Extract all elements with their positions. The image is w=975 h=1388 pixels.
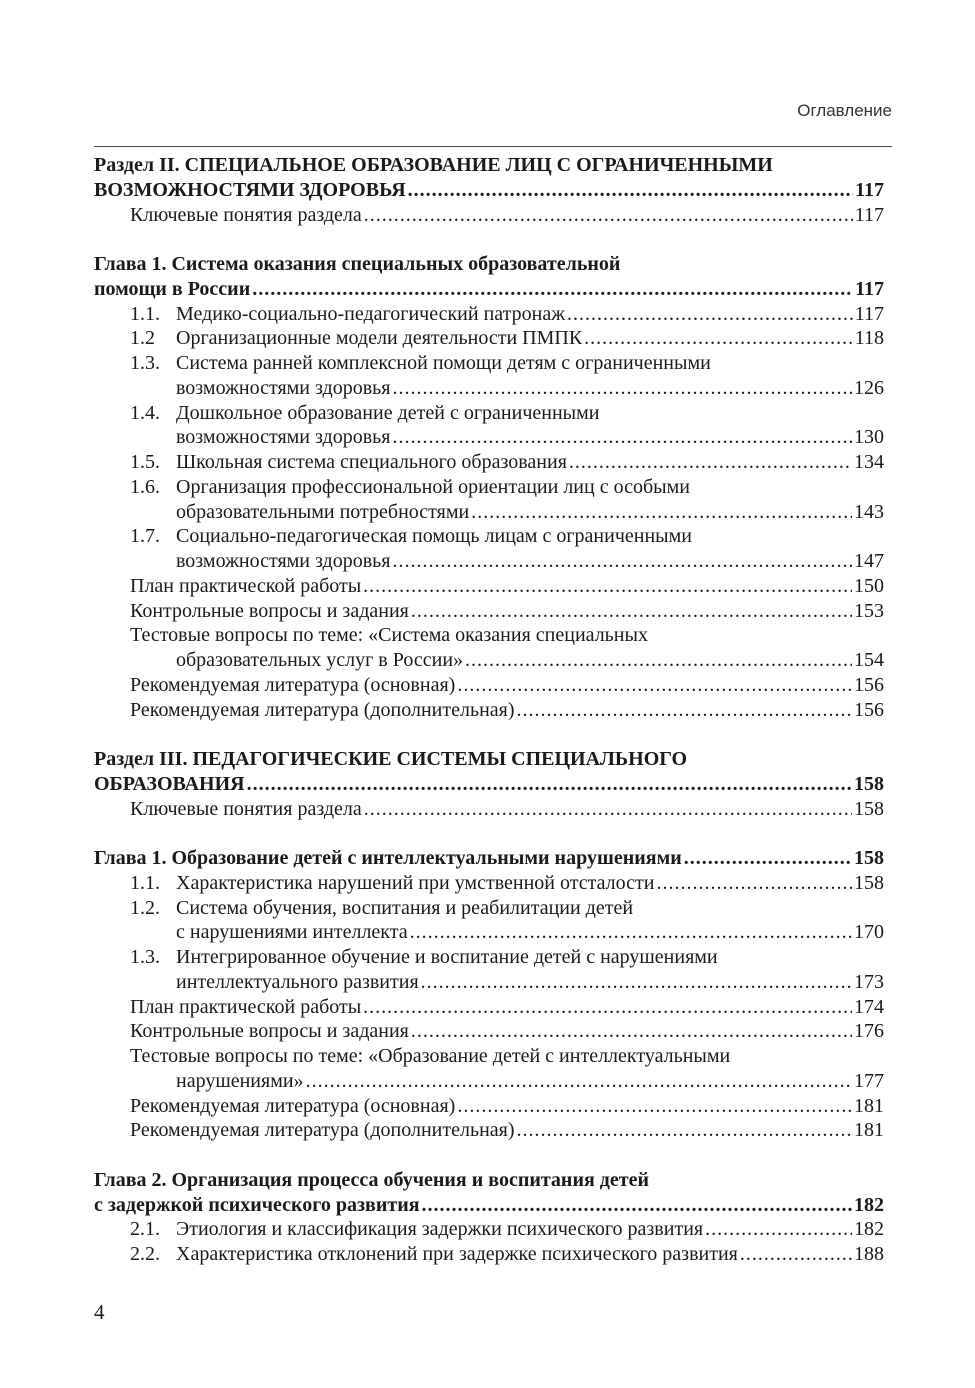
toc-chapter-heading (94, 252, 884, 277)
toc-entry-number: 1.1. (130, 302, 160, 325)
dot-leader (364, 797, 852, 822)
toc-entry-continuation[interactable] (94, 1069, 884, 1094)
toc-entry-title: Интегрированное обучение и воспитание детей с нарушениями (176, 946, 718, 968)
toc-entry-title: Характеристика нарушений при умственной отсталости (176, 871, 655, 894)
toc-entry[interactable] (94, 574, 884, 599)
toc-entry-number: 1.2 (130, 327, 155, 350)
toc-entry-number: 1.3. (130, 946, 160, 968)
toc-entry[interactable] (94, 995, 884, 1020)
toc-entry[interactable] (94, 326, 884, 351)
dot-leader (740, 1242, 852, 1267)
toc-section-heading (94, 153, 884, 178)
toc-entry-title: Организационные модели деятельности ПМПК (176, 327, 583, 350)
toc-page-number: 134 (854, 451, 884, 473)
toc-page-number: 158 (854, 797, 884, 820)
page-number: 4 (94, 1300, 105, 1324)
toc-entry-title: образовательных услуг в России» (176, 649, 464, 671)
toc-entry-number: 1.3. (130, 352, 160, 374)
spacer (94, 821, 884, 846)
dot-leader (393, 549, 853, 574)
toc-entry[interactable] (94, 673, 884, 698)
toc-entry-number: 1.1. (130, 871, 160, 894)
dot-leader (471, 500, 852, 525)
toc-entry-number: 1.6. (130, 475, 160, 498)
toc-page-number: 156 (854, 673, 884, 696)
toc-page-number: 174 (854, 995, 884, 1018)
toc-page-number: 158 (854, 847, 884, 869)
toc-entry-title: интеллектуального развития (176, 970, 419, 993)
toc-entry-title: Контрольные вопросы и задания (130, 599, 409, 622)
dot-leader (411, 1019, 852, 1044)
toc-page-number: 182 (854, 1193, 884, 1216)
toc-page-number: 147 (854, 550, 884, 572)
table-of-contents (94, 153, 884, 1267)
toc-entry-number: 1.5. (130, 451, 160, 473)
toc-entry[interactable] (94, 401, 884, 426)
toc-entry[interactable] (94, 945, 884, 970)
dot-leader (364, 203, 853, 228)
dot-leader (465, 648, 852, 673)
toc-page-number: 188 (854, 1243, 884, 1265)
toc-entry-title: Рекомендуемая литература (дополнительная) (130, 1119, 515, 1142)
toc-entry-number: 1.7. (130, 525, 160, 548)
toc-entry-title: Глава 2. Организация процесса обучения и воспитания детей (94, 1168, 650, 1191)
toc-entry-title: ВОЗМОЖНОСТЯМИ ЗДОРОВЬЯ (94, 178, 406, 201)
toc-entry[interactable] (94, 797, 884, 822)
toc-entry-number: 1.4. (130, 401, 160, 424)
spacer (94, 227, 884, 252)
toc-page-number: 170 (854, 921, 884, 944)
toc-entry-continuation[interactable] (94, 549, 884, 574)
toc-entry-title: Школьная система специального образования (176, 451, 567, 473)
toc-page-number: 173 (854, 970, 884, 993)
toc-entry-title: План практической работы (130, 574, 362, 597)
toc-section-heading[interactable] (94, 772, 884, 797)
dot-leader (569, 450, 852, 475)
toc-chapter-heading[interactable] (94, 1193, 884, 1218)
toc-page-number: 177 (854, 1069, 884, 1092)
header-rule (94, 146, 892, 147)
toc-section-heading[interactable] (94, 178, 884, 203)
toc-entry-title: образовательными потребностями (176, 500, 470, 523)
toc-page-number: 150 (854, 574, 884, 597)
dot-leader (517, 698, 852, 723)
toc-entry-title: Рекомендуемая литература (основная) (130, 673, 456, 696)
toc-entry[interactable] (94, 599, 884, 624)
toc-entry[interactable] (94, 871, 884, 896)
dot-leader (306, 1069, 852, 1094)
toc-entry-title: Ключевые понятия раздела (130, 797, 362, 820)
toc-entry-title: Контрольные вопросы и задания (130, 1020, 409, 1043)
toc-entry[interactable] (94, 351, 884, 376)
toc-entry-title: Медико-социально-педагогический патронаж (176, 302, 566, 325)
toc-entry[interactable] (94, 524, 884, 549)
dot-leader (252, 277, 853, 302)
toc-chapter-heading[interactable] (94, 846, 884, 871)
toc-page-number: 158 (854, 871, 884, 894)
toc-entry-title: Рекомендуемая литература (дополнительная) (130, 698, 515, 721)
dot-leader (457, 673, 852, 698)
toc-entry[interactable] (94, 623, 884, 648)
toc-page-number: 182 (854, 1218, 884, 1241)
dot-leader (410, 920, 852, 945)
toc-page-number: 176 (854, 1020, 884, 1043)
toc-entry-title: Система обучения, воспитания и реабилитации детей (176, 896, 634, 919)
toc-entry-title: возможностями здоровья (176, 376, 391, 399)
toc-entry-title: Глава 1. Образование детей с интеллектуальными нарушениями (94, 847, 682, 869)
dot-leader (567, 302, 853, 327)
dot-leader (393, 376, 853, 401)
toc-page-number: 126 (854, 376, 884, 399)
toc-entry-title: помощи в России (94, 277, 251, 300)
toc-chapter-heading[interactable] (94, 277, 884, 302)
spacer (94, 722, 884, 747)
toc-entry[interactable] (94, 203, 884, 228)
toc-entry[interactable] (94, 1118, 884, 1143)
toc-entry[interactable] (94, 896, 884, 921)
toc-entry-continuation[interactable] (94, 970, 884, 995)
toc-entry[interactable] (94, 1217, 884, 1242)
toc-entry-title: возможностями здоровья (176, 550, 391, 572)
toc-page-number: 117 (854, 302, 884, 325)
toc-page-number: 181 (854, 1094, 884, 1117)
running-head: Оглавление (797, 101, 892, 120)
toc-entry-title: Тестовые вопросы по теме: «Образование детей с интеллектуальными (130, 1045, 731, 1067)
toc-entry-title: Раздел III. ПЕДАГОГИЧЕСКИЕ СИСТЕМЫ СПЕЦИАЛЬНОГО (94, 748, 688, 770)
toc-entry-continuation[interactable] (94, 500, 884, 525)
dot-leader (584, 326, 853, 351)
toc-page-number: 158 (854, 772, 884, 795)
dot-leader (408, 178, 853, 203)
dot-leader (363, 995, 852, 1020)
toc-entry[interactable] (94, 450, 884, 475)
toc-page-number: 156 (854, 698, 884, 721)
toc-entry-continuation[interactable] (94, 648, 884, 673)
dot-leader (393, 425, 853, 450)
toc-entry-title: Организация профессиональной ориентации лиц с особыми (176, 475, 690, 498)
toc-page-number: 181 (854, 1119, 884, 1142)
toc-entry-title: Система ранней комплексной помощи детям с ограниченными (176, 352, 711, 374)
toc-page-number: 118 (854, 327, 884, 350)
spacer (94, 1143, 884, 1168)
toc-page-number: 117 (855, 178, 884, 201)
toc-entry-title: нарушениями» (176, 1069, 304, 1092)
toc-entry[interactable] (94, 1044, 884, 1069)
toc-page-number: 153 (854, 599, 884, 622)
dot-leader (656, 871, 852, 896)
toc-page-number: 143 (854, 500, 884, 523)
toc-entry-title: Глава 1. Система оказания специальных образовательной (94, 253, 621, 275)
toc-entry-number: 2.1. (130, 1218, 160, 1241)
dot-leader (363, 574, 852, 599)
toc-page-number: 130 (854, 426, 884, 449)
dot-leader (457, 1094, 852, 1119)
toc-entry[interactable] (94, 1242, 884, 1267)
dot-leader (684, 846, 852, 871)
dot-leader (247, 772, 852, 797)
toc-entry-number: 1.2. (130, 896, 160, 919)
toc-entry-title: Тестовые вопросы по теме: «Система оказания специальных (130, 624, 648, 647)
toc-entry-title: Раздел II. СПЕЦИАЛЬНОЕ ОБРАЗОВАНИЕ ЛИЦ С ОГРАНИЧЕННЫМИ (94, 154, 773, 176)
dot-leader (517, 1118, 852, 1143)
toc-entry-title: с задержкой психического развития (94, 1193, 420, 1216)
toc-entry-title: Характеристика отклонений при задержке психического развития (176, 1243, 738, 1265)
dot-leader (421, 970, 852, 995)
toc-entry-title: Ключевые понятия раздела (130, 203, 362, 226)
toc-page-number: 117 (854, 203, 884, 226)
toc-entry-continuation[interactable] (94, 425, 884, 450)
toc-entry-title: ОБРАЗОВАНИЯ (94, 772, 245, 795)
dot-leader (411, 599, 852, 624)
toc-entry-title: с нарушениями интеллекта (176, 921, 408, 944)
toc-entry-continuation[interactable] (94, 376, 884, 401)
toc-entry[interactable] (94, 475, 884, 500)
dot-leader (422, 1193, 852, 1218)
toc-entry-number: 2.2. (130, 1243, 160, 1265)
toc-entry-continuation[interactable] (94, 920, 884, 945)
toc-entry[interactable] (94, 1094, 884, 1119)
toc-entry-title: Социально-педагогическая помощь лицам с ограниченными (176, 525, 692, 548)
toc-entry[interactable] (94, 1019, 884, 1044)
toc-page-number: 117 (855, 277, 884, 300)
toc-entry-title: План практической работы (130, 995, 362, 1018)
toc-section-heading (94, 747, 884, 772)
toc-entry[interactable] (94, 698, 884, 723)
toc-chapter-heading (94, 1168, 884, 1193)
toc-entry-title: Рекомендуемая литература (основная) (130, 1094, 456, 1117)
dot-leader (705, 1217, 852, 1242)
toc-entry-title: Дошкольное образование детей с ограниченными (176, 401, 600, 424)
toc-entry[interactable] (94, 302, 884, 327)
toc-entry-title: возможностями здоровья (176, 426, 391, 449)
toc-page-number: 154 (854, 649, 884, 671)
toc-entry-title: Этиология и классификация задержки психического развития (176, 1218, 704, 1241)
